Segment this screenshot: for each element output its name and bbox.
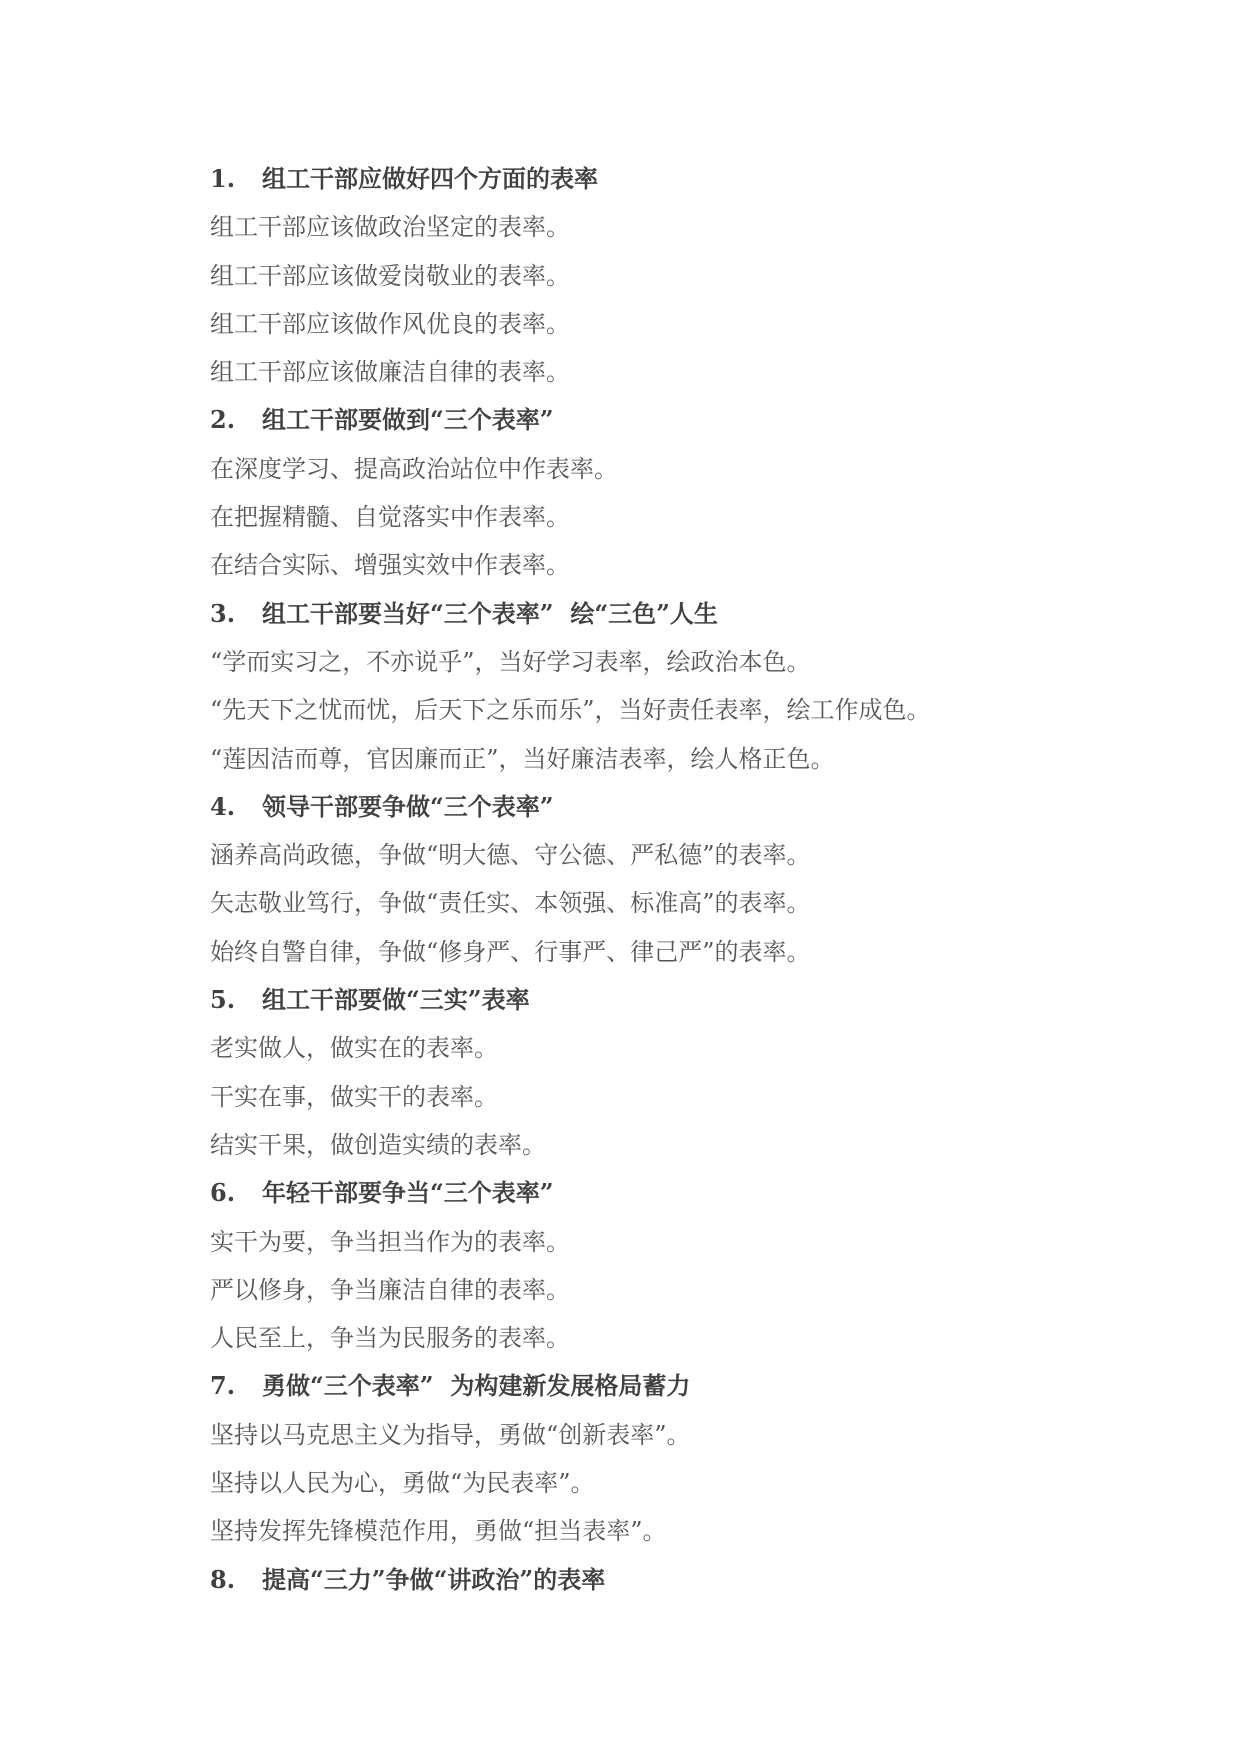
body-line: 涵养高尚政德，争做“明大德、守公德、严私德”的表率。 [210, 841, 811, 870]
section-heading [210, 783, 1170, 831]
section-4 [210, 783, 1170, 976]
section-number: 8. [210, 1564, 236, 1594]
section-title: 提高“三力”争做“讲政治”的表率 [262, 1564, 606, 1594]
body-line: 坚持以马克思主义为指导，勇做“创新表率”。 [210, 1420, 691, 1449]
body-line: 组工干部应该做作风优良的表率。 [210, 309, 570, 338]
section-heading [210, 1169, 1170, 1217]
body-line: 坚持发挥先锋模范作用，勇做“担当表率”。 [210, 1517, 667, 1546]
body-line: 在把握精髓、自觉落实中作表率。 [210, 503, 570, 532]
section-number: 2. [210, 405, 236, 435]
section-title: 组工干部应做好四个方面的表率 [262, 164, 598, 193]
body-line: “莲因洁而尊，官因廉而正”，当好廉洁表率，绘人格正色。 [210, 744, 835, 773]
body-line: 干实在事，做实干的表率。 [210, 1082, 498, 1111]
body-line: 矢志敬业笃行，争做“责任实、本领强、标准高”的表率。 [210, 889, 811, 918]
section-heading [210, 1556, 1170, 1604]
body-line: 组工干部应该做爱岗敬业的表率。 [210, 261, 570, 290]
section-heading [210, 976, 1170, 1024]
section-title: 组工干部要当好“三个表率” 绘“三色”人生 [262, 598, 718, 628]
section-8 [210, 1556, 1170, 1604]
body-line: “先天下之忧而忧，后天下之乐而乐”，当好责任表率，绘工作成色。 [210, 696, 931, 725]
section-number: 4. [210, 791, 236, 821]
section-6 [210, 1169, 1170, 1362]
section-heading [210, 1362, 1170, 1410]
section-number: 7. [210, 1371, 236, 1401]
body-line: 组工干部应该做廉洁自律的表率。 [210, 358, 570, 387]
section-5 [210, 976, 1170, 1169]
section-number: 6. [210, 1178, 236, 1208]
section-title: 年轻干部要争当“三个表率” [262, 1178, 554, 1208]
section-number: 1. [210, 164, 236, 193]
section-title: 勇做“三个表率” 为构建新发展格局蓄力 [262, 1371, 691, 1401]
section-7 [210, 1362, 1170, 1555]
section-2 [210, 396, 1170, 589]
section-title: 领导干部要争做“三个表率” [262, 791, 554, 821]
section-heading [210, 590, 1170, 638]
body-line: 组工干部应该做政治坚定的表率。 [210, 213, 570, 242]
body-line: 实干为要，争当担当作为的表率。 [210, 1227, 570, 1256]
body-line: 严以修身，争当廉洁自律的表率。 [210, 1275, 570, 1304]
section-3 [210, 590, 1170, 783]
section-1 [210, 155, 1170, 396]
section-heading [210, 155, 1170, 203]
section-heading [210, 396, 1170, 444]
body-line: 结实干果，做创造实绩的表率。 [210, 1130, 546, 1159]
document-body [210, 155, 1170, 1604]
body-line: 始终自警自律，争做“修身严、行事严、律己严”的表率。 [210, 937, 811, 966]
body-line: 老实做人，做实在的表率。 [210, 1034, 498, 1063]
section-number: 3. [210, 598, 236, 628]
body-line: 坚持以人民为心，勇做“为民表率”。 [210, 1469, 595, 1498]
body-line: 在深度学习、提高政治站位中作表率。 [210, 454, 618, 483]
section-title: 组工干部要做“三实”表率 [262, 985, 530, 1015]
body-line: “学而实习之，不亦说乎”，当好学习表率，绘政治本色。 [210, 647, 811, 676]
body-line: 在结合实际、增强实效中作表率。 [210, 551, 570, 580]
section-title: 组工干部要做到“三个表率” [262, 405, 554, 435]
section-number: 5. [210, 985, 236, 1015]
body-line: 人民至上，争当为民服务的表率。 [210, 1324, 570, 1353]
